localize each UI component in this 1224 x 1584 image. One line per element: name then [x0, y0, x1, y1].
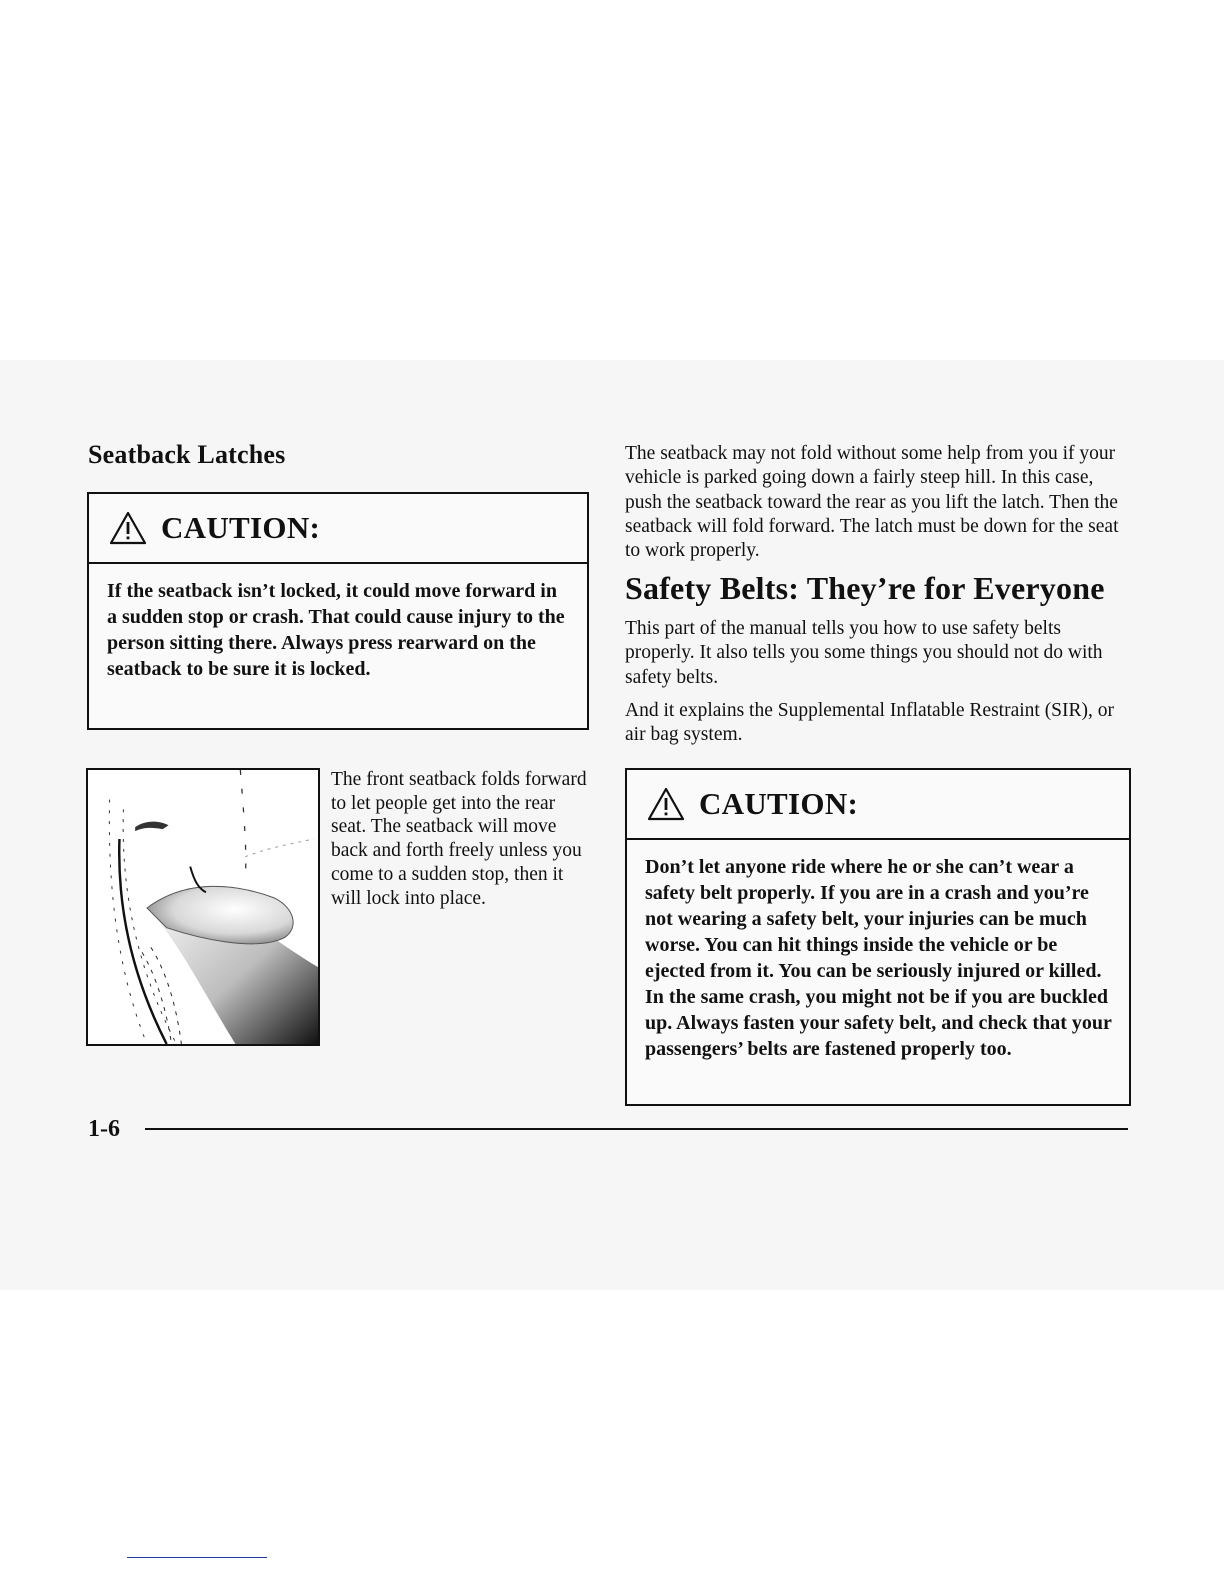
warning-triangle-icon: [647, 787, 685, 821]
caution-title: CAUTION:: [161, 510, 321, 545]
warning-triangle-icon: [109, 511, 147, 545]
caution-box-safety-belts: [625, 768, 1131, 1106]
caution-body: Don’t let anyone ride where he or she can’t wear a safety belt properly. If you are in a crash and you’re not wearing a safety belt, your injuries can be much worse. You can hit things inside the vehicle or be ejected from it. You can be seriously injured or killed. In the same crash, you might not be if you are buckled up. Always fasten your safety belt, and check that your passengers’ belts are fastened properly too.: [645, 856, 1112, 1060]
seatback-latches-heading: Seatback Latches: [88, 440, 286, 469]
caution-box-seatback: [87, 492, 589, 730]
caution-body: If the seatback isn’t locked, it could move forward in a sudden stop or crash. That could cause injury to the person sitting there. Always press rearward on the seatback to be sure it is locked.: [107, 580, 565, 680]
seatback-illustration: [86, 768, 320, 1046]
figure-caption: The front seatback folds forward to let people get into the rear seat. The seatback will move back and forth freely unless you come to a sudden stop, then it will lock into place.: [331, 769, 587, 909]
footer-rule: [145, 1128, 1128, 1130]
caution-title: CAUTION:: [699, 786, 859, 821]
page-number: 1-6: [88, 1116, 120, 1142]
caution-header: [89, 494, 587, 564]
bottom-link-rule: [127, 1557, 267, 1558]
seatback-drawing: [88, 770, 318, 1044]
seatback-fold-paragraph: The seatback may not fold without some help from you if your vehicle is parked going down a fairly steep hill. In this case, push the seatback toward the rear as you lift the latch. Then the seatback will fold forward. The latch must be down for the seat to work properly.: [625, 443, 1119, 562]
caution-header: [627, 770, 1129, 840]
sir-paragraph: And it explains the Supplemental Inflatable Restraint (SIR), or air bag system.: [625, 700, 1115, 746]
manual-intro-paragraph: This part of the manual tells you how to use safety belts properly. It also tells you some things you should not do with safety belts.: [625, 618, 1103, 688]
safety-belts-heading: Safety Belts: They’re for Everyone: [625, 570, 1105, 606]
